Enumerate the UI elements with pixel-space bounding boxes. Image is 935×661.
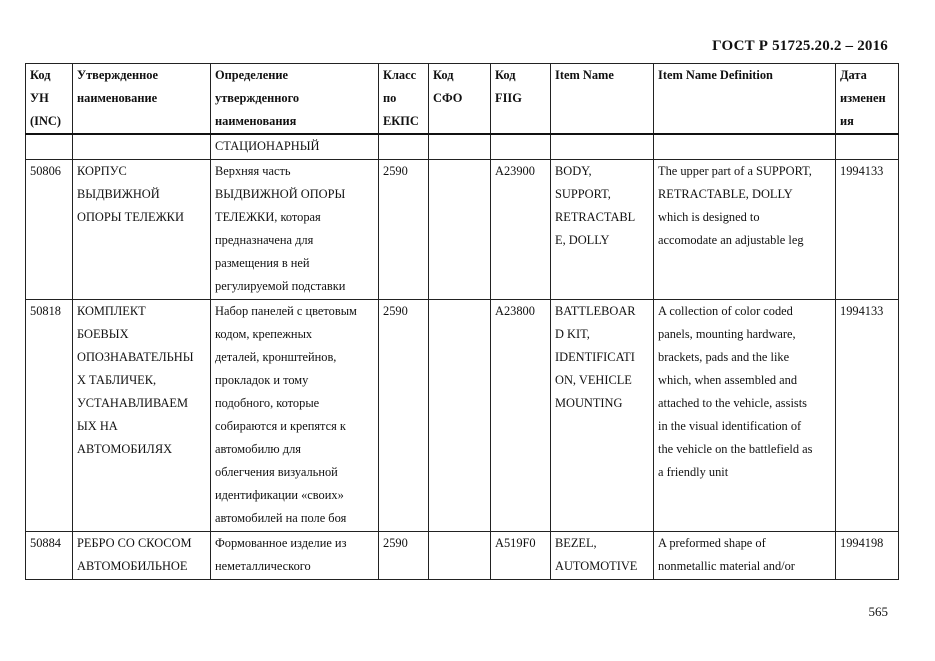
- header-label-line: изменен: [840, 91, 886, 105]
- cell-text-line: A519F0: [495, 535, 536, 550]
- cell-text-line: BEZEL,: [555, 535, 597, 550]
- table-row: [26, 299, 899, 531]
- cell-sfo-code: [429, 159, 491, 299]
- header-label-line: по: [383, 91, 397, 105]
- header-label-line: СФО: [433, 91, 463, 105]
- cell-text-line: BATTLEBOAR: [555, 303, 636, 318]
- cell-class: [379, 134, 429, 159]
- cell-text-line: 50818: [30, 303, 61, 318]
- table-row: [26, 531, 899, 579]
- cell-code: [26, 134, 73, 159]
- cell-fiig-code: [491, 159, 551, 299]
- table-header-row: [26, 64, 899, 135]
- cell-text-line: неметаллического: [215, 558, 311, 573]
- cell-text-line: RETRACTABL: [555, 209, 636, 224]
- cell-text-line: СТАЦИОНАРНЫЙ: [215, 139, 320, 153]
- cell-text-line: собираются и крепятся к: [215, 418, 346, 433]
- header-label-line: утвержденного: [215, 91, 300, 105]
- cell-text-line: A collection of color coded: [658, 303, 793, 318]
- cell-definition: [211, 299, 379, 531]
- header-label-line: Код: [433, 68, 454, 82]
- header-label-line: Класс: [383, 68, 417, 82]
- header-label-line: FIIG: [495, 91, 522, 105]
- header-label-line: УН: [30, 91, 49, 105]
- cell-text-line: attached to the vehicle, assists: [658, 395, 807, 410]
- header-label-line: Дата: [840, 68, 867, 82]
- cell-code: [26, 299, 73, 531]
- cell-item-name: [551, 299, 654, 531]
- table-row: [26, 134, 899, 159]
- cell-class: [379, 531, 429, 579]
- cell-code: [26, 159, 73, 299]
- cell-fiig-code: [491, 134, 551, 159]
- cell-text-line: Формованное изделие из: [215, 535, 347, 550]
- header-cell-name: [73, 64, 211, 135]
- cell-text-line: IDENTIFICATI: [555, 349, 635, 364]
- cell-change-date: [836, 159, 899, 299]
- header-cell-sfo: [429, 64, 491, 135]
- cell-text-line: accomodate an adjustable leg: [658, 232, 804, 247]
- header-label-line: Item Name Definition: [658, 68, 773, 82]
- cell-text-line: Набор панелей с цветовым: [215, 303, 357, 318]
- cell-text-line: кодом, крепежных: [215, 326, 313, 341]
- cell-item-name: [551, 159, 654, 299]
- cell-text-line: BODY,: [555, 163, 592, 178]
- cell-text-line: ON, VEHICLE: [555, 372, 632, 387]
- cell-definition: [211, 134, 379, 159]
- cell-text-line: регулируемой подставки: [215, 278, 346, 293]
- cell-text-line: which is designed to: [658, 209, 760, 224]
- header-cell-date: [836, 64, 899, 135]
- header-cell-class: [379, 64, 429, 135]
- classification-table: [25, 63, 899, 580]
- cell-text-line: ОПОЗНАВАТЕЛЬНЫ: [77, 349, 194, 364]
- header-cell-definition: [211, 64, 379, 135]
- document-standard-number: ГОСТ Р 51725.20.2 – 2016: [712, 38, 888, 54]
- cell-text-line: ОПОРЫ ТЕЛЕЖКИ: [77, 209, 184, 224]
- cell-fiig-code: [491, 299, 551, 531]
- header-cell-item-name: [551, 64, 654, 135]
- header-label-line: Утвержденное: [77, 68, 158, 82]
- cell-text-line: A23800: [495, 303, 535, 318]
- cell-text-line: автомобилю для: [215, 441, 301, 456]
- cell-text-line: ВЫДВИЖНОЙ: [77, 186, 160, 201]
- cell-text-line: D KIT,: [555, 326, 590, 341]
- cell-approved-name: [73, 531, 211, 579]
- cell-text-line: A23900: [495, 163, 535, 178]
- cell-text-line: in the visual identification of: [658, 418, 802, 433]
- table-row: [26, 159, 899, 299]
- cell-sfo-code: [429, 531, 491, 579]
- header-label-line: Определение: [215, 68, 289, 82]
- cell-definition: [211, 531, 379, 579]
- cell-text-line: a friendly unit: [658, 464, 729, 479]
- cell-text-line: brackets, pads and the like: [658, 349, 790, 364]
- cell-text-line: БОЕВЫХ: [77, 326, 129, 341]
- cell-text-line: 2590: [383, 303, 408, 318]
- header-label-line: наименование: [77, 91, 158, 105]
- cell-text-line: 1994133: [840, 163, 884, 178]
- cell-code: [26, 531, 73, 579]
- cell-item-name-definition: [654, 299, 836, 531]
- cell-item-name: [551, 134, 654, 159]
- cell-text-line: SUPPORT,: [555, 186, 611, 201]
- page-number: 565: [868, 604, 888, 619]
- cell-definition: [211, 159, 379, 299]
- cell-text-line: MOUNTING: [555, 395, 623, 410]
- cell-text-line: panels, mounting hardware,: [658, 326, 796, 341]
- cell-text-line: the vehicle on the battlefield as: [658, 441, 813, 456]
- cell-fiig-code: [491, 531, 551, 579]
- cell-text-line: The upper part of a SUPPORT,: [658, 163, 812, 178]
- cell-text-line: RETRACTABLE, DOLLY: [658, 186, 793, 201]
- header-cell-code: [26, 64, 73, 135]
- cell-text-line: ТЕЛЕЖКИ, которая: [215, 209, 321, 224]
- header-label-line: наименования: [215, 114, 297, 128]
- cell-text-line: 1994133: [840, 303, 884, 318]
- cell-item-name-definition: [654, 531, 836, 579]
- cell-change-date: [836, 299, 899, 531]
- cell-sfo-code: [429, 134, 491, 159]
- cell-sfo-code: [429, 299, 491, 531]
- cell-text-line: ЫХ НА: [77, 418, 118, 433]
- cell-text-line: облегчения визуальной: [215, 464, 338, 479]
- header-label-line: Код: [30, 68, 51, 82]
- cell-text-line: AUTOMOTIVE: [555, 558, 638, 573]
- cell-class: [379, 159, 429, 299]
- cell-text-line: АВТОМОБИЛЯХ: [77, 441, 173, 456]
- cell-text-line: ВЫДВИЖНОЙ ОПОРЫ: [215, 186, 346, 201]
- cell-approved-name: [73, 299, 211, 531]
- cell-text-line: Верхняя часть: [215, 163, 291, 178]
- cell-text-line: деталей, кронштейнов,: [215, 349, 337, 364]
- header-cell-item-definition: [654, 64, 836, 135]
- cell-approved-name: [73, 134, 211, 159]
- cell-text-line: прокладок и тому: [215, 372, 309, 387]
- cell-text-line: АВТОМОБИЛЬНОЕ: [77, 558, 188, 573]
- cell-approved-name: [73, 159, 211, 299]
- cell-text-line: размещения в ней: [215, 255, 310, 270]
- cell-text-line: which, when assembled and: [658, 372, 798, 387]
- header-cell-fiig: [491, 64, 551, 135]
- cell-text-line: 50884: [30, 535, 61, 550]
- cell-change-date: [836, 531, 899, 579]
- cell-text-line: идентификации «своих»: [215, 487, 344, 502]
- cell-text-line: 2590: [383, 535, 408, 550]
- cell-text-line: E, DOLLY: [555, 232, 610, 247]
- header-label-line: Код: [495, 68, 516, 82]
- cell-text-line: подобного, которые: [215, 395, 320, 410]
- cell-text-line: nonmetallic material and/or: [658, 558, 795, 573]
- cell-text-line: автомобилей на поле боя: [215, 510, 347, 525]
- cell-item-name: [551, 531, 654, 579]
- header-label-line: (INC): [30, 114, 61, 128]
- header-label-line: ЕКПС: [383, 114, 419, 128]
- cell-text-line: 1994198: [840, 535, 884, 550]
- cell-text-line: КОМПЛЕКТ: [77, 303, 146, 318]
- cell-text-line: УСТАНАВЛИВАЕМ: [77, 395, 188, 410]
- cell-text-line: РЕБРО СО СКОСОМ: [77, 535, 192, 550]
- cell-text-line: A preformed shape of: [658, 535, 766, 550]
- cell-text-line: предназначена для: [215, 232, 314, 247]
- cell-text-line: 2590: [383, 163, 408, 178]
- cell-item-name-definition: [654, 134, 836, 159]
- cell-text-line: Х ТАБЛИЧЕК,: [77, 372, 157, 387]
- cell-class: [379, 299, 429, 531]
- cell-text-line: КОРПУС: [77, 163, 127, 178]
- cell-change-date: [836, 134, 899, 159]
- header-label-line: Item Name: [555, 68, 614, 82]
- cell-text-line: 50806: [30, 163, 61, 178]
- header-label-line: ия: [840, 114, 854, 128]
- cell-item-name-definition: [654, 159, 836, 299]
